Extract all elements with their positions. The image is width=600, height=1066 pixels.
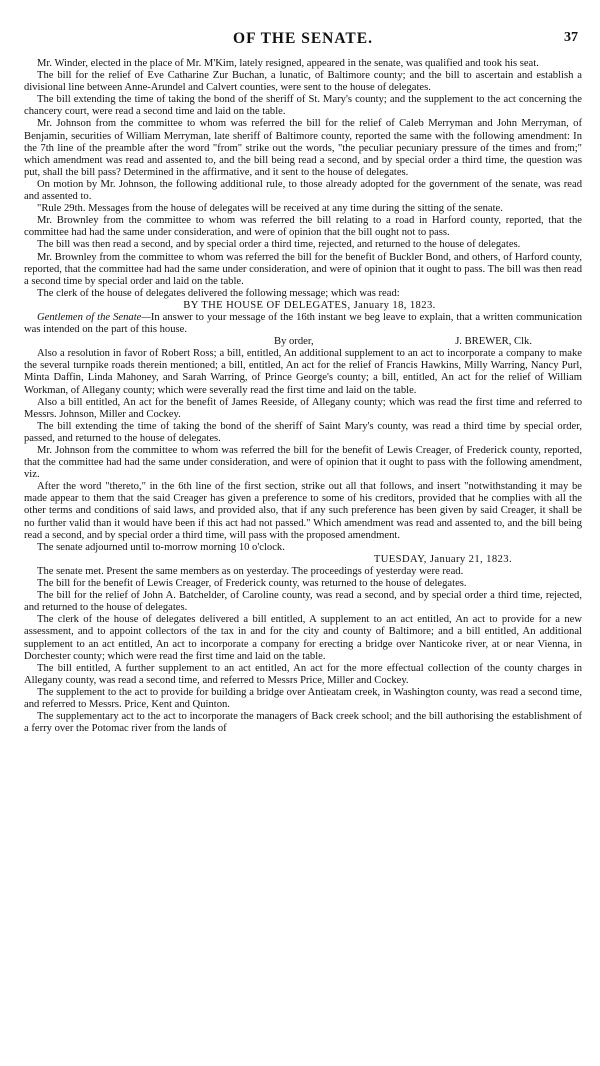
message-signoff: By order,	[274, 336, 314, 348]
body-text	[24, 58, 582, 735]
paragraph: Also a resolution in favor of Robert Ross; a bill, entitled, An additional supplement to an act to incorporate a company to make the several turnpike roads therein mentioned; a bill, entitled, An act for the relief of Francis Hawkins, Milly Warring, Nancy Purl, Minta Daffin, Linda Mahoney, and Sarah Warring, of Prince George's county; a bill, entitled, An act for the relief of William Workman, of Allegany county; which were severally read the first time and laid on the table.	[24, 348, 582, 396]
paragraph: The bill for the benefit of Lewis Creager, of Frederick county, was returned to the house of delegates.	[37, 578, 467, 590]
paragraph: "Rule 29th. Messages from the house of delegates will be received at any time during the sitting of the senate.	[37, 203, 503, 215]
paragraph: Mr. Brownley from the committee to whom was referred the bill relating to a road in Harford county, reported, that the committee had had the same under consideration, and were of opinion that the bill ought not to pass.	[24, 215, 582, 239]
paragraph: Mr. Winder, elected in the place of Mr. M'Kim, lately resigned, appeared in the senate, was qualified and took his seat.	[37, 58, 539, 69]
paragraph: The bill entitled, A further supplement to an act entitled, An act for the more effectual collection of the county charges in Allegany county, was read a second time, and referred to Messrs Price, Miller and Cockey.	[24, 662, 582, 686]
paragraph: Mr. Brownley from the committee to whom was referred the bill for the benefit of Buckler Bond, and others, of Harford county, reported, that the committee had had the same under consideration, and were of opinion that it ought to pass. The bill was then read a second time by special order and laid on the table.	[24, 251, 582, 287]
paragraph: The bill for the relief of Eve Catharine Zur Buchan, a lunatic, of Baltimore county; and the bill to ascertain and establish a divisional line between Anne-Arundel and Calvert counties, were sent to the house of delegates.	[24, 70, 582, 94]
day-heading: TUESDAY, January 21, 1823.	[373, 553, 512, 565]
paragraph: After the word "thereto," in the 6th line of the first section, strike out all that follows, and insert "notwithstanding it may be made appear to them that the said Creager has given a preference to some of his creditors, provided that he complies with all the other terms and conditions of said laws, and provided also, that if any such preference has been given by said Creager, it shall be no further valid than it would have been if this act had not passed." Which amendment was read and assented to, and the bill being read a second, and by special order a third time, will pass with the proposed amendment.	[24, 481, 582, 541]
message-dateline: BY THE HOUSE OF DELEGATES, January 18, 1823.	[183, 299, 436, 311]
paragraph: Mr. Johnson from the committee to whom was referred the bill for the benefit of Lewis Creager, of Frederick county, reported, that the committee had had the same under consideration, and were of opinion that it ought to pass with the following amendment, viz.	[24, 445, 582, 481]
paragraph: The bill was then read a second, and by special order a third time, rejected, and returned to the house of delegates.	[37, 239, 521, 251]
message-signature-line	[24, 336, 582, 348]
message-body	[24, 312, 582, 336]
paragraph: The bill extending the time of taking the bond of the sheriff of St. Mary's county; and the supplement to the act concerning the chancery court, were read a second time and laid on the table.	[24, 94, 582, 118]
paragraph: Mr. Johnson from the committee to whom was referred the bill for the relief of Caleb Merryman and John Merryman, of Benjamin, securities of William Merryman, late sheriff of Baltimore county, reported the same with the following amendment: In the 7th line of the preamble after the word "from" strike out the words, "the peculiar pecuniary pressure of the times and from;" which amendment was read and assented to, and the bill being read a second, and by special order a third time, the question was put, shall the bill pass? Determined in the affirmative, and it sent to the house of delegates.	[24, 118, 582, 178]
paragraph: The bill for the relief of John A. Batchelder, of Caroline county, was read a second, and by special order a third time, rejected, and returned to the house of delegates.	[24, 590, 582, 614]
paragraph: The senate adjourned until to-morrow morning 10 o'clock.	[37, 541, 285, 553]
paragraph: The supplement to the act to provide for building a bridge over Antieatam creek, in Washington county, was read a second time, and referred to Messrs. Price, Kent and Quinton.	[24, 686, 582, 710]
page-number: 37	[564, 30, 578, 45]
paragraph: The clerk of the house of delegates delivered a bill entitled, A supplement to an act entitled, An act to provide for a new assessment, and to appoint collectors of the tax in and for the city and county of Baltimore; and a bill entitled, An additional supplement to an act entitled, An act to incorporate a company for erecting a bridge over Nanticoke river, at or near Vienna, in Dorchester county; which were read the first time and laid on the table.	[24, 614, 582, 662]
paragraph: Also a bill entitled, An act for the benefit of James Reeside, of Allegany county; which was read the first time and referred to Messrs. Johnson, Miller and Cockey.	[24, 396, 582, 420]
message-salutation: Gentlemen of the Senate—	[37, 311, 151, 323]
paragraph: On motion by Mr. Johnson, the following additional rule, to those already adopted for the government of the senate, was read and assented to.	[24, 178, 582, 203]
paragraph: The senate met. Present the same members as on yesterday. The proceedings of yesterday were read.	[37, 565, 464, 577]
paragraph: The bill extending the time of taking the bond of the sheriff of Saint Mary's county, was read a third time by special order, passed, and returned to the house of delegates.	[24, 420, 582, 444]
page-title: OF THE SENATE.	[233, 30, 373, 47]
message-text: In answer to your message of the 16th instant we beg leave to explain, that a written communication was intended on the part of this house.	[24, 311, 582, 336]
message-signature: J. BREWER, Clk.	[455, 336, 532, 348]
running-head	[24, 30, 582, 52]
paragraph: The clerk of the house of delegates delivered the following message; which was read:	[37, 287, 400, 299]
paragraph: The supplementary act to the act to incorporate the managers of Back creek school; and the bill authorising the establishment of a ferry over the Potomac river from the lands of	[24, 711, 582, 735]
